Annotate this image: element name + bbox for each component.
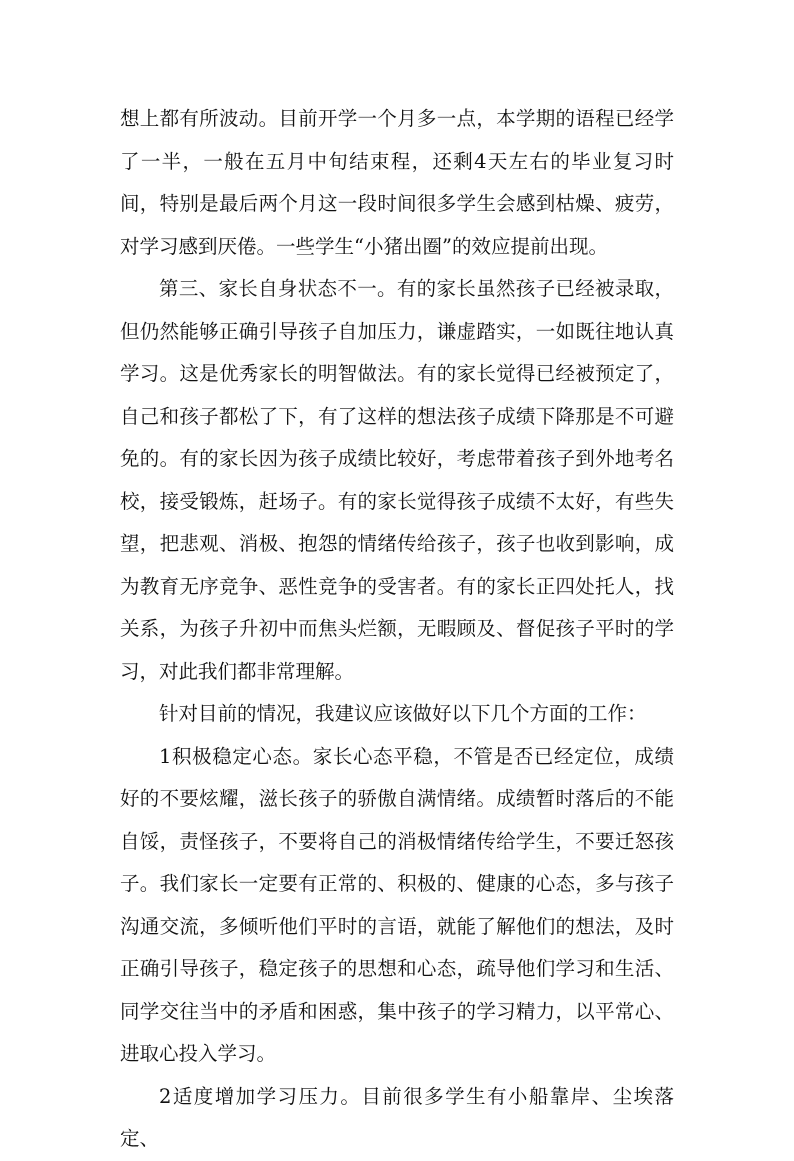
document-body: [120, 98, 674, 1161]
paragraph-4: 1积极稳定心态。家长心态平稳，不管是否已经定位，成绩好的不要炫耀，滋长孩子的骄傲自满情绪。成绩暂时落后的不能自馁，责怪孩子，不要将自己的消极情绪传给学生，不要迁怒孩子。我们家长一定要有正常的、积极的、健康的心态，多与孩子沟通交流，多倾听他们平时的言语，就能了解他们的想法，及时正确引导孩子，稳定孩子的思想和心态，疏导他们学习和生活、同学交往当中的矛盾和困惑，集中孩子的学习精力，以平常心、进取心投入学习。: [120, 744, 674, 1065]
paragraph-5: 2适度增加学习压力。目前很多学生有小船靠岸、尘埃落定、: [120, 1084, 674, 1150]
paragraph-1: 想上都有所波动。目前开学一个月多一点，本学期的语程已经学了一半，一般在五月中旬结束程，还剩4天左右的毕业复习时间，特别是最后两个月这一段时间很多学生会感到枯燥、疲劳，对学习感到厌倦。一些学生“小猪出圈”的效应提前出现。: [120, 107, 674, 258]
paragraph-2: 第三、家长自身状态不一。有的家长虽然孩子已经被录取，但仍然能够正确引导孩子自加压力，谦虚踏实，一如既往地认真学习。这是优秀家长的明智做法。有的家长觉得已经被预定了，自己和孩子都松了下，有了这样的想法孩子成绩下降那是不可避免的。有的家长因为孩子成绩比较好，考虑带着孩子到外地考名校，接受锻炼，赶场子。有的家长觉得孩子成绩不太好，有些失望，把悲观、消极、抱怨的情绪传给孩子，孩子也收到影响，成为教育无序竞争、恶性竞争的受害者。有的家长正四处托人，找关系，为孩子升初中而焦头烂额，无暇顾及、督促孩子平时的学习，对此我们都非常理解。: [120, 277, 674, 683]
paragraph-3: 针对目前的情况，我建议应该做好以下几个方面的工作：: [159, 702, 647, 725]
